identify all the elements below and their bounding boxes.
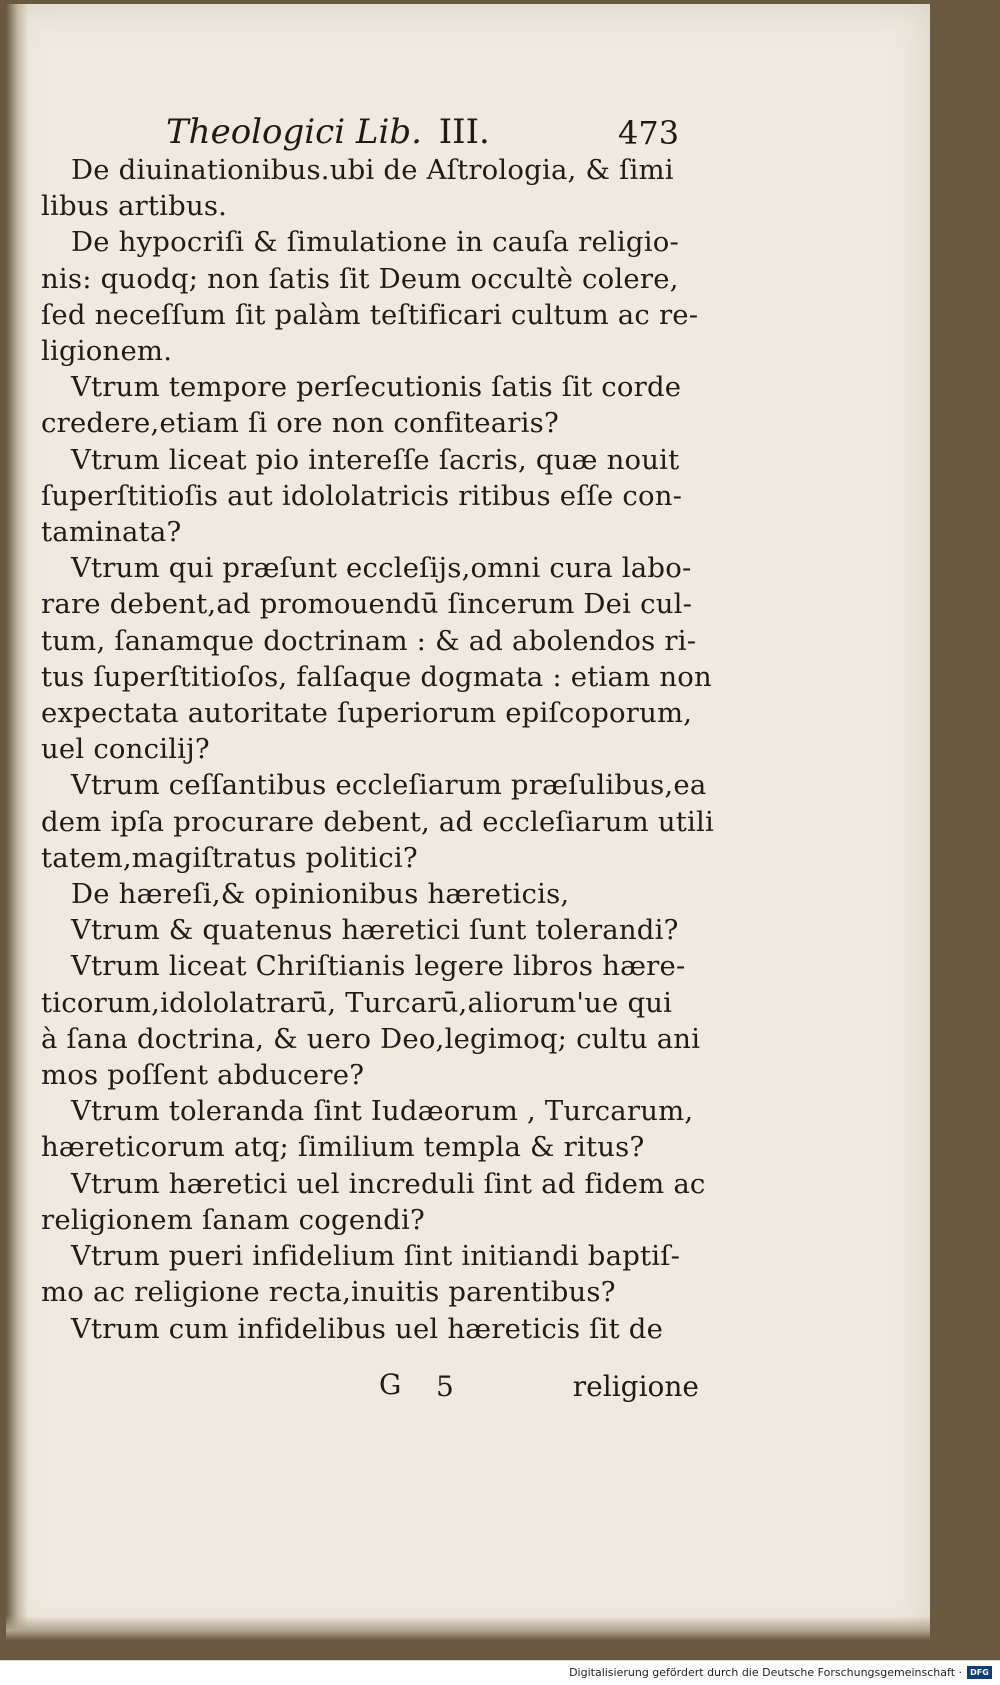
text-line: Vtrum toleranda ſint Iudæorum , Turcarum,	[71, 1095, 694, 1128]
text-line: De hæreſi,& opinionibus hæreticis,	[71, 878, 570, 911]
page-bottom-edge	[6, 1616, 930, 1640]
text-line: ſuperſtitioſis aut idololatricis ritibus eſſe con-	[41, 479, 683, 512]
running-head-book: III.	[438, 112, 490, 152]
page-edge	[6, 4, 28, 1640]
text-line: Vtrum qui præſunt eccleſijs,omni cura labo-	[71, 552, 692, 585]
text-line: De hypocriſi & ſimulatione in cauſa religio-	[71, 226, 679, 259]
text-line: ſed neceſſum ſit palàm teſtificari cultum ac re-	[41, 298, 699, 331]
text-line: credere,etiam ſi ore non confitearis?	[41, 407, 559, 440]
book-page	[6, 4, 930, 1640]
digitization-footer	[0, 1660, 1000, 1685]
text-line: Vtrum cum infidelibus uel hæreticis ſit de	[71, 1312, 664, 1345]
text-line: libus artibus.	[41, 190, 228, 223]
text-line: dem ipſa procurare debent, ad eccleſiarum utili	[41, 805, 715, 838]
text-line: Vtrum pueri infidelium ſint initiandi baptiſ-	[71, 1240, 681, 1273]
text-line: expectata autoritate ſuperiorum epiſcoporum,	[41, 697, 693, 730]
text-line: tum, ſanamque doctrinam : & ad abolendos ri-	[41, 624, 697, 657]
text-line: Vtrum hæretici uel increduli ſint ad fidem ac	[71, 1167, 706, 1200]
body-text	[41, 152, 715, 1347]
catchword: religione	[572, 1370, 699, 1403]
text-line: religionem ſanam cogendi?	[41, 1203, 425, 1236]
text-line: à ſana doctrina, & uero Deo,legimoq; cultu ani	[41, 1022, 701, 1055]
text-line: ticorum,idololatrarū, Turcarū,aliorum'ue qui	[41, 986, 673, 1019]
signature-letter: G	[379, 1368, 402, 1401]
text-line: uel concilij?	[41, 733, 210, 766]
text-line: Vtrum liceat pio intereſſe ſacris, quæ nouit	[71, 443, 680, 476]
signature-line	[379, 1368, 699, 1408]
text-line: taminata?	[41, 516, 182, 549]
text-line: Vtrum liceat Chriſtianis legere libros hære-	[71, 950, 686, 983]
text-line: De diuinationibus.ubi de Aſtrologia, & ſimi	[71, 154, 674, 186]
text-line: Vtrum ceſſantibus eccleſiarum præſulibus,ea	[71, 769, 707, 802]
text-line: Vtrum & quatenus hæretici ſunt tolerandi?	[71, 914, 679, 947]
text-line: Vtrum tempore perſecutionis ſatis ſit corde	[71, 371, 682, 404]
page-number: 473	[618, 114, 680, 152]
text-line: hæreticorum atq; ſimilium templa & ritus?	[41, 1131, 645, 1164]
text-line: tatem,magiſtratus politici?	[41, 841, 418, 874]
text-line: rare debent,ad promouendū ſincerum Dei cul-	[41, 588, 693, 621]
signature-number: 5	[436, 1370, 454, 1403]
footer-credit: Digitalisierung gefördert durch die Deutsche Forschungsgemeinschaft ·	[569, 1666, 962, 1679]
running-head	[166, 112, 686, 152]
text-line: mos poſſent abducere?	[41, 1059, 365, 1092]
text-line: mo ac religione recta,inuitis parentibus?	[41, 1276, 616, 1309]
text-line: nis: quodq; non ſatis ſit Deum occultè colere,	[41, 262, 679, 295]
dfg-logo-icon: DFG	[967, 1666, 992, 1679]
text-line: ligionem.	[41, 335, 173, 368]
running-head-title: Theologici Lib.	[166, 112, 422, 152]
text-line: tus ſuperſtitioſos, falſaque dogmata : etiam non	[41, 660, 712, 693]
